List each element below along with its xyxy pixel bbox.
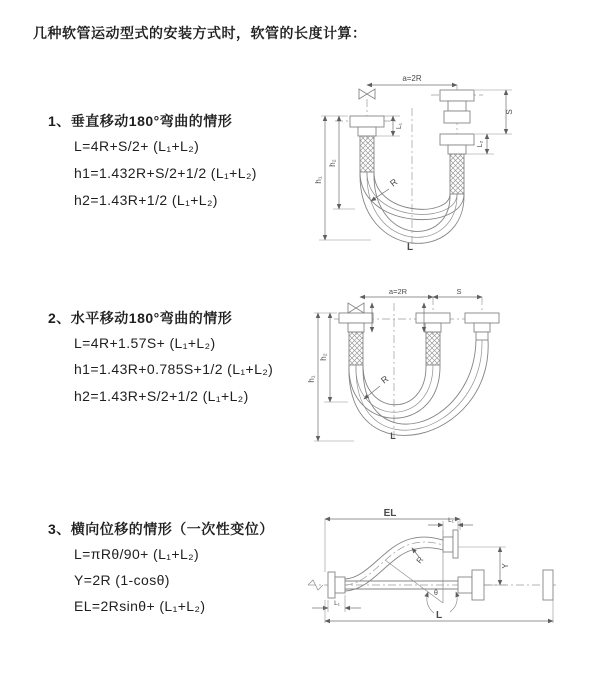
dim-label-h2: h₂ — [328, 159, 337, 167]
dim-label-l1: L₁ — [396, 122, 403, 130]
section-1-formula-h1: h1=1.432R+S/2+1/2 (L₁+L₂) — [74, 165, 257, 181]
section-3-formula-Y: Y=2R (1-cosθ) — [74, 572, 170, 588]
section-2-formula-L: L=4R+1.57S+ (L₁+L₂) — [74, 335, 216, 351]
diagram-horizontal-180-bend — [307, 283, 597, 455]
length-label: L — [435, 610, 443, 621]
radius-label: R — [414, 555, 426, 566]
dim-label-a2r: a=2R — [388, 287, 408, 296]
section-3-formula-L: L=πRθ/90+ (L₁+L₂) — [74, 546, 200, 562]
dim-label-h1: h₁ — [307, 375, 316, 383]
section-1-heading: 1、垂直移动180°弯曲的情形 — [48, 113, 233, 129]
dim-label-h2: h₂ — [319, 353, 328, 361]
section-1-formula-L: L=4R+S/2+ (L₁+L₂) — [74, 138, 200, 154]
dim-label-l2: L₂ — [477, 140, 484, 148]
section-2-formula-h1: h1=1.43R+0.785S+1/2 (L₁+L₂) — [74, 361, 274, 377]
section-2-heading: 2、水平移动180°弯曲的情形 — [48, 310, 233, 326]
dim-label-s: S — [456, 287, 462, 296]
radius-label: R — [388, 176, 400, 189]
section-3-formula-EL: EL=2Rsinθ+ (L₁+L₂) — [74, 598, 206, 614]
dim-label-l1-bottom: L₁ — [334, 600, 340, 607]
diagram-lateral-displacement — [300, 500, 595, 645]
page-title: 几种软管运动型式的安装方式时，软管的长度计算： — [33, 25, 367, 41]
dim-label-a2r: a=2R — [402, 74, 422, 83]
dim-label-y: Y — [501, 563, 510, 569]
diagram-vertical-180-bend — [313, 68, 585, 260]
radius-label: R — [379, 373, 391, 386]
dim-label-s: S — [505, 109, 514, 115]
section-2-formula-h2: h2=1.43R+S/2+1/2 (L₁+L₂) — [74, 388, 249, 404]
length-label: L — [390, 431, 396, 441]
valve-icon — [348, 303, 364, 313]
section-3-heading: 3、横向位移的情形（一次性变位） — [48, 521, 274, 537]
length-label: L — [406, 242, 414, 253]
angle-label: θ — [434, 590, 438, 597]
valve-icon — [359, 89, 375, 99]
dim-label-h1: h₁ — [314, 176, 323, 184]
dim-label-el: EL — [383, 508, 397, 519]
dim-label-l1-top: L₁ — [448, 517, 454, 524]
section-1-formula-h2: h2=1.43R+1/2 (L₁+L₂) — [74, 192, 218, 208]
